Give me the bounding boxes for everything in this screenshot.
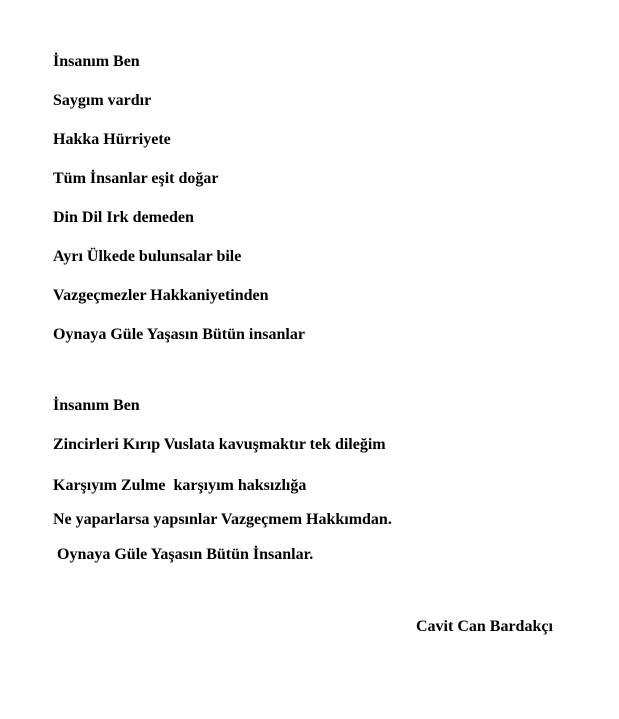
- poem-line: Zincirleri Kırıp Vuslata kavuşmaktır tek dileğim: [53, 436, 386, 453]
- poem-line: Karşıyım Zulme karşıyım haksızlığa: [53, 477, 307, 494]
- poem-line: İnsanım Ben: [53, 53, 140, 70]
- poem-line: Tüm İnsanlar eşit doğar: [53, 170, 219, 187]
- poem-line: Ayrı Ülkede bulunsalar bile: [53, 248, 242, 265]
- poem-line: Din Dil Irk demeden: [53, 209, 194, 226]
- poem-line: Hakka Hürriyete: [53, 131, 171, 148]
- author-signature: Cavit Can Bardakçı: [416, 618, 553, 635]
- poem-line: İnsanım Ben: [53, 397, 140, 414]
- poem-line: Ne yaparlarsa yapsınlar Vazgeçmem Hakkımdan.: [53, 511, 392, 528]
- poem-line: Saygım vardır: [53, 92, 152, 109]
- poem-line: Vazgeçmezler Hakkaniyetinden: [53, 287, 269, 304]
- poem-line: Oynaya Güle Yaşasın Bütün insanlar: [53, 326, 305, 343]
- poem-line: Oynaya Güle Yaşasın Bütün İnsanlar.: [53, 546, 314, 563]
